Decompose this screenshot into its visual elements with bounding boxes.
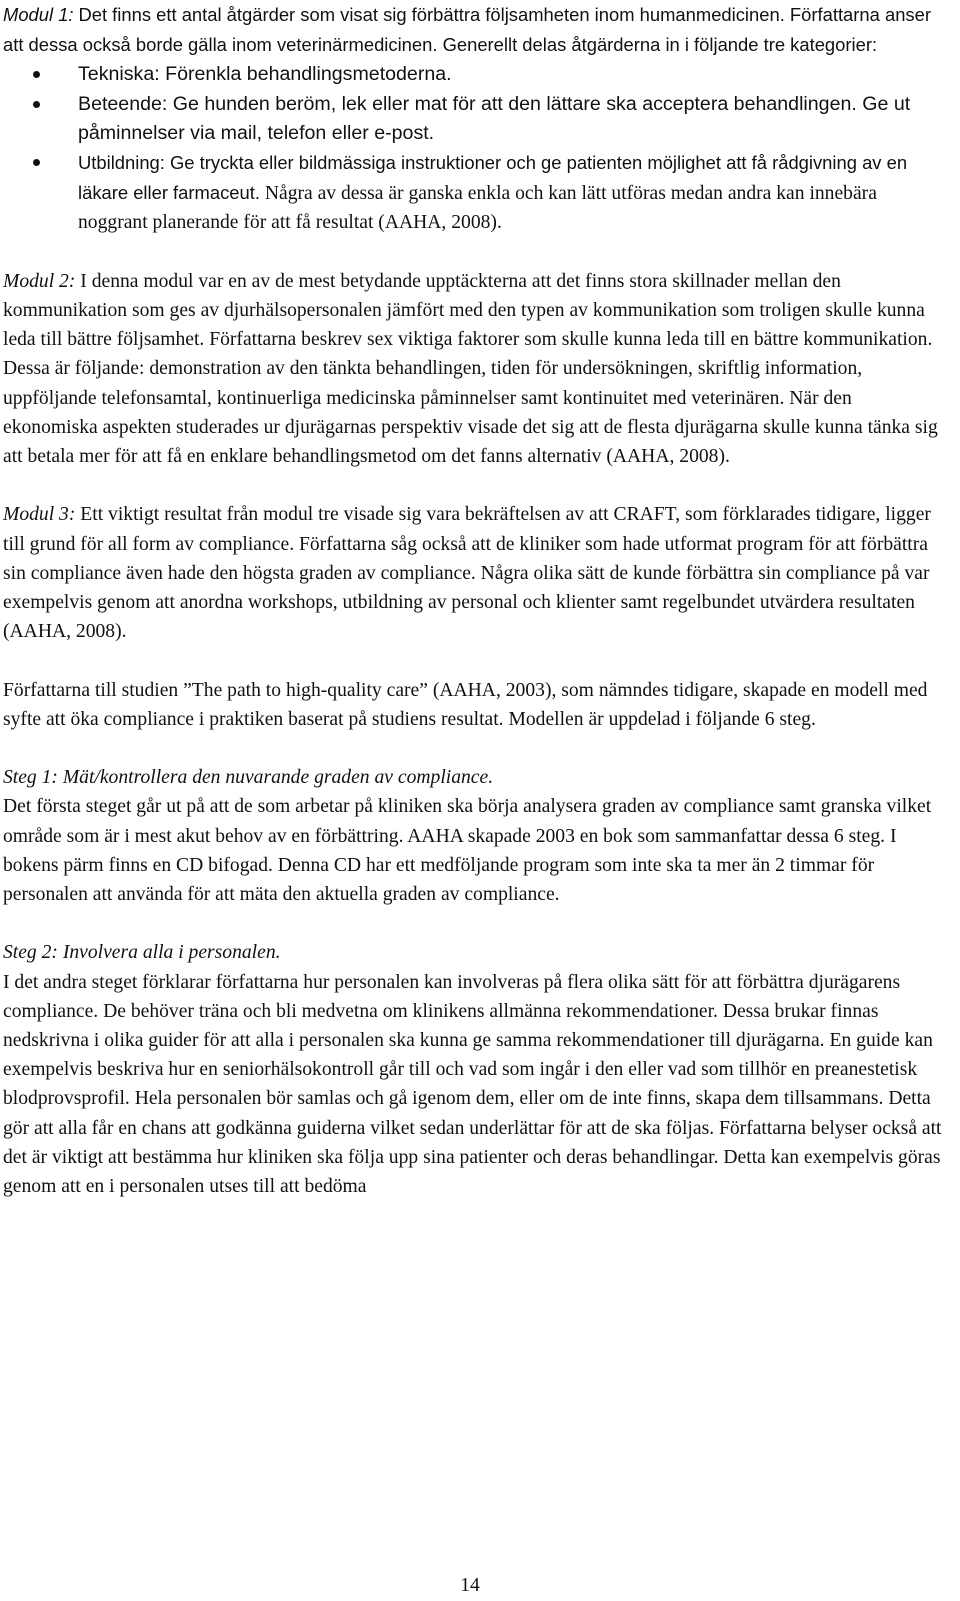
modul2-text: I denna modul var en av de mest betydande upptäckterna att det finns stora skillnader mellan den kommunikation som ges av djurhälsopersonalen jämfört med den typen av kommunikation som troligen skulle kunna leda till bättre följsamhet. Författarna beskrev sex viktiga faktorer som skulle kunna leda till en bättre kommunikation. Dessa är följande: demonstration av den tänkta behandlingen, tiden för undersökningen, skriftlig information, uppföljande telefonsamtal, kontinuerliga medicinska påminnelser samt kontinuitet med veterinären. När den ekonomiska aspekten studerades ur djurägarnas perspektiv visade det sig att de flesta djurägarna skulle kunna tänka sig att betala mer för att få en enklare behandlingsmetod om det fanns alternativ (AAHA, 2008). (3, 270, 938, 468)
page-number: 14 (460, 1575, 480, 1596)
modul3-text: Ett viktigt resultat från modul tre visade sig vara bekräftelsen av att CRAFT, som förklarades tidigare, ligger till grund för all form av compliance. Författarna såg också att de kliniker som hade utformat program för att förbättra sin compliance även hade den högsta graden av compliance. Några olika sätt de kunde förbättra sin compliance på var exempelvis genom att anordna workshops, utbildning av personal och klienter samt regelbundet utvärdera resultaten (AAHA, 2008). (3, 504, 931, 643)
list-item (3, 148, 943, 238)
bullet-text: Beteende: Ge hunden beröm, lek eller mat för att den lättare ska acceptera behandlingen. Ge ut påminnelser via mail, telefon eller e-post. (78, 92, 911, 144)
paragraph-spacer (3, 238, 943, 267)
bullet-icon (33, 159, 40, 166)
bullet-text: Tekniska: Förenkla behandlingsmetoderna. (78, 63, 452, 86)
modul3-paragraph (3, 500, 943, 646)
paragraph-spacer (3, 471, 943, 500)
modul1-label: Modul 1: (3, 4, 74, 25)
path-paragraph: Författarna till studien ”The path to high-quality care” (AAHA, 2003), som nämndes tidigare, skapade en modell med syfte att öka compliance i praktiken baserat på studiens resultat. Modellen är uppdelad i följande 6 steg. (3, 679, 928, 730)
list-item (3, 60, 943, 89)
modul3-label: Modul 3: (3, 504, 76, 526)
bullet-icon (33, 101, 40, 108)
list-item (3, 90, 943, 148)
modul1-bullet-list (3, 60, 943, 237)
paragraph-spacer (3, 646, 943, 675)
paragraph-spacer (3, 734, 943, 763)
paragraph-spacer (3, 909, 943, 938)
steg1-heading: Steg 1: Mät/kontrollera den nuvarande graden av compliance. (3, 767, 494, 789)
steg2-heading: Steg 2: Involvera alla i personalen. (3, 942, 281, 964)
modul2-paragraph (3, 267, 943, 471)
modul1-intro: Det finns ett antal åtgärder som visat sig förbättra följsamheten inom humanmedicinen. Författarna anser att dessa också borde gälla inom veterinärmedicinen. Generellt delas åtgärderna in i följande tre kategorier: (3, 4, 931, 56)
bullet-text-sans: Utbildning: Ge tryckta eller bildmässiga instruktioner och ge patienten möjlighet att få rådgivning av en läkare eller farmaceut. (78, 152, 908, 204)
steg2-text: I det andra steget förklarar författarna hur personalen kan involveras på flera olika sätt för att förbättra djurägarens compliance. De behöver träna och bli medvetna om klinikens allmänna rekommendationer. Dessa brukar finnas nedskrivna i olika guider för att alla i personalen ska kunna ge samma rekommendationer till djurägarna. En guide kan exempelvis beskriva hur en seniorhälsokontroll går till och vad som ingår i den eller vad som tillhör en preanestetisk blodprovsprofil. Hela personalen bör samlas och gå igenom dem, eller om de inte finns, skapa dem tillsammans. Detta gör att alla får en chans att godkänna guiderna vilket sedan underlättar för att de ska följas. Författarna belyser också att det är viktigt att bestämma hur kliniken ska följa upp sina patienter och deras behandlingar. Detta kan exempelvis göras genom att en i personalen utses till att bedöma (3, 971, 942, 1198)
steg1-text: Det första steget går ut på att de som arbetar på kliniken ska börja analysera graden av compliance samt granska vilket område som är i mest akut behov av en förbättring. AAHA skapade 2003 en bok som sammanfattar dessa 6 steg. I bokens pärm finns en CD bifogad. Denna CD har ett medföljande program som inte ska ta mer än 2 timmar för personalen att använda för att mäta den aktuella graden av compliance. (3, 796, 932, 906)
bullet-icon (33, 71, 40, 78)
modul2-label: Modul 2: (3, 270, 76, 292)
modul1-paragraph (3, 0, 943, 60)
bullet-text-serif: Några av dessa är ganska enkla och kan lätt utföras medan andra kan innebära noggrant planerande för att få resultat (AAHA, 2008). (78, 183, 877, 234)
document-page (3, 0, 943, 1201)
